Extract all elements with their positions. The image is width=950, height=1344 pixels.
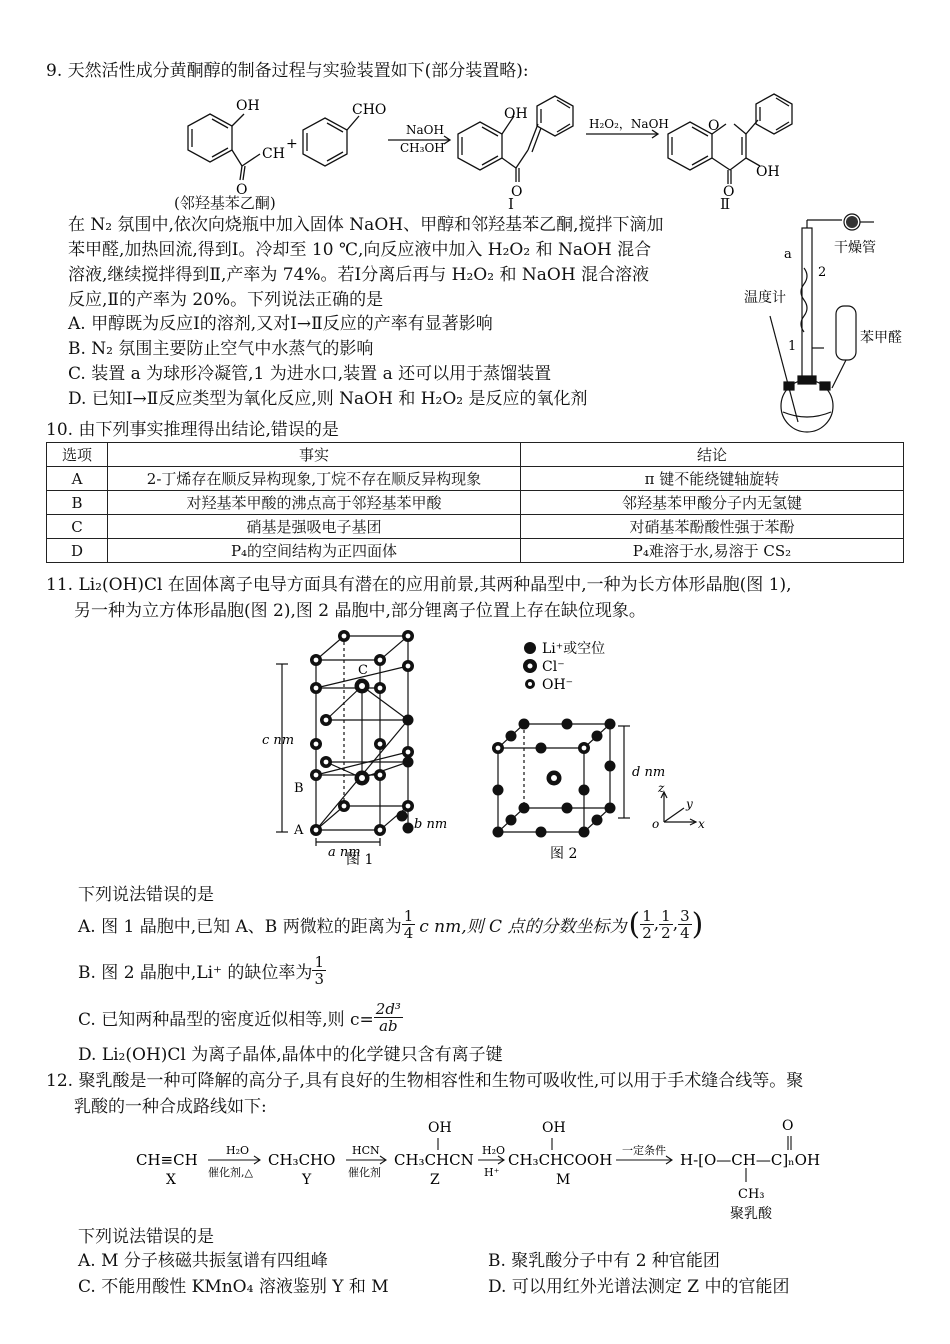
table-row bbox=[47, 539, 904, 563]
q9-roman-2: Ⅱ bbox=[720, 195, 731, 213]
q12-x-label: X bbox=[166, 1172, 176, 1188]
q12-poly-ch3: CH₃ bbox=[738, 1187, 765, 1202]
q12-y-formula: CH₃CHO bbox=[268, 1151, 336, 1169]
q12-poly-label: 聚乳酸 bbox=[730, 1206, 772, 1222]
q11-axis-x: x bbox=[698, 817, 705, 831]
q12-reagent3-top: H₂O bbox=[482, 1144, 506, 1157]
q9-benzaldehyde-label: 苯甲醛 bbox=[860, 330, 902, 346]
q9-apparatus-a: a bbox=[784, 247, 792, 262]
fraction: $\frac{1}{2}$ bbox=[661, 906, 671, 942]
q9-para-line: 反应,Ⅱ的产率为 20%。下列说法正确的是 bbox=[68, 290, 384, 310]
q9-reagent1-top: NaOH bbox=[406, 123, 444, 137]
q12-reagent2-bottom: 催化剂 bbox=[348, 1166, 381, 1179]
q11-point-b: B bbox=[294, 781, 304, 796]
li-particle bbox=[493, 827, 504, 838]
table-cell: 邻羟基苯甲酸分子内无氢键 bbox=[521, 491, 904, 515]
q9-thermometer-label: 温度计 bbox=[744, 290, 786, 306]
q11-axis-origin: o bbox=[652, 817, 660, 831]
q9-oh-label: OH bbox=[236, 98, 260, 114]
q12-m-formula: CH₃CHCOOH bbox=[508, 1151, 613, 1169]
table-cell: 2-丁烯存在顺反异构现象,丁烷不存在顺反异构现象 bbox=[108, 467, 521, 491]
q9-oh3-label: OH bbox=[756, 164, 780, 180]
paren: ) bbox=[691, 906, 704, 942]
q11-option-b bbox=[78, 954, 326, 986]
table-header: 结论 bbox=[521, 443, 904, 467]
q9-option-b: B. N₂ 氛围主要防止空气中水蒸气的影响 bbox=[68, 339, 374, 359]
table-cell: π 键不能绕键轴旋转 bbox=[521, 467, 904, 491]
q9-paragraph bbox=[68, 213, 663, 313]
paren: ( bbox=[628, 906, 641, 942]
q9-carbonyl-o-label: O bbox=[723, 184, 735, 200]
q12-question: 下列说法错误的是 bbox=[78, 1227, 214, 1247]
fraction: $\frac{3}{4}$ bbox=[680, 906, 690, 942]
oh-particle-hole bbox=[314, 686, 319, 691]
q11-legend-oh: OH⁻ bbox=[542, 677, 574, 693]
oh-particle-hole bbox=[378, 773, 383, 778]
q9-ring-o-label: O bbox=[708, 118, 720, 134]
table-row bbox=[47, 515, 904, 539]
q12-z-formula: CH₃CHCN bbox=[394, 1151, 474, 1169]
q9-o-label: O bbox=[236, 182, 248, 198]
q12-m-oh: OH bbox=[542, 1120, 566, 1136]
cl-particle-hole bbox=[359, 683, 365, 689]
q12-stem-line1: 12. 聚乳酸是一种可降解的高分子,具有良好的生物相容性和生物可吸收性,可以用于手术缝合线等。聚 bbox=[46, 1071, 804, 1091]
q11-option-a-text2: c nm,则 C 点的分数坐标为 bbox=[419, 916, 627, 937]
q9-stem: 9. 天然活性成分黄酮醇的制备过程与实验装置如下(部分装置略): bbox=[46, 61, 529, 81]
li-particle bbox=[506, 731, 517, 742]
oh-particle-hole bbox=[314, 828, 319, 833]
table-cell: P₄难溶于水,易溶于 CS₂ bbox=[521, 539, 904, 563]
li-particle bbox=[592, 731, 603, 742]
q11-option-c bbox=[78, 1000, 403, 1034]
fraction: $\frac{\text{2d³}}{ab}$ bbox=[375, 999, 401, 1035]
q12-polylactic-formula: H-[O—CH—C]ₙOH bbox=[680, 1151, 821, 1169]
q9-cho-label: CHO bbox=[352, 102, 387, 118]
q11-figure-1-caption: 图 1 bbox=[346, 852, 374, 868]
oh-particle-hole bbox=[378, 742, 383, 747]
oh-particle-hole bbox=[324, 760, 329, 765]
q12-z-label: Z bbox=[430, 1172, 440, 1188]
oh-particle-hole bbox=[342, 634, 347, 639]
q9-plus-label: + bbox=[286, 136, 298, 152]
q12-x-formula: CH≡CH bbox=[136, 1151, 198, 1169]
q9-para-line: 苯甲醛,加热回流,得到Ⅰ。冷却至 10 ℃,向反应液中加入 H₂O₂ 和 NaOH 混合 bbox=[68, 240, 652, 260]
q12-poly-o: O bbox=[782, 1118, 794, 1134]
q11-figure-1 bbox=[262, 620, 472, 870]
q11-d-dimension: d nm bbox=[632, 765, 666, 780]
q9-options bbox=[68, 312, 588, 412]
table-cell: B bbox=[47, 491, 108, 515]
q11-figure-2-caption: 图 2 bbox=[550, 846, 578, 862]
q12-reagent4-top: 一定条件 bbox=[622, 1144, 666, 1157]
q9-option-c: C. 装置 a 为球形冷凝管,1 为进水口,装置 a 还可以用于蒸馏装置 bbox=[68, 364, 552, 384]
q9-roman-1: Ⅰ bbox=[508, 195, 514, 213]
fraction: $\frac{1}{4}$ bbox=[403, 906, 414, 942]
q12-reagent1-bottom: 催化剂,△ bbox=[208, 1166, 253, 1179]
q9-dryer-label: 干燥管 bbox=[834, 240, 876, 256]
table-cell: 硝基是强吸电子基团 bbox=[108, 515, 521, 539]
q9-ch3-label: CH bbox=[262, 146, 285, 162]
q12-option-c: C. 不能用酸性 KMnO₄ 溶液鉴别 Y 和 M bbox=[78, 1277, 389, 1297]
fraction: $\frac{1}{3}$ bbox=[314, 952, 324, 988]
li-particle bbox=[403, 823, 414, 834]
li-particle bbox=[519, 719, 530, 730]
q11-a-dimension: a nm bbox=[328, 845, 361, 860]
q11-stem-line2: 另一种为立方体形晶胞(图 2),图 2 晶胞中,部分锂离子位置上存在缺位现象。 bbox=[74, 601, 646, 621]
q11-option-a-text: A. 图 1 晶胞中,已知 A、B 两微粒的距离为 bbox=[78, 916, 402, 937]
table-cell: D bbox=[47, 539, 108, 563]
oh-particle-hole bbox=[314, 742, 319, 747]
oh-particle-hole bbox=[406, 750, 411, 755]
li-particle bbox=[403, 757, 414, 768]
q10-table bbox=[46, 442, 904, 563]
table-row bbox=[47, 467, 904, 491]
q12-m-label: M bbox=[556, 1172, 571, 1188]
oh-particle-hole bbox=[378, 658, 383, 663]
q11-axis-y: y bbox=[686, 797, 693, 811]
q12-option-d: D. 可以用红外光谱法测定 Z 中的官能团 bbox=[488, 1277, 790, 1297]
q9-oh2-label: OH bbox=[504, 106, 528, 122]
q12-option-a: A. M 分子核磁共振氢谱有四组峰 bbox=[78, 1251, 328, 1271]
oh-particle-hole bbox=[378, 686, 383, 691]
q12-reagent1-top: H₂O bbox=[226, 1144, 250, 1157]
li-particle bbox=[605, 803, 616, 814]
q9-o2-label: O bbox=[511, 184, 523, 200]
q9-reagent2-top: H₂O₂，NaOH bbox=[589, 117, 669, 131]
li-particle bbox=[605, 719, 616, 730]
q11-legend-cl: Cl⁻ bbox=[542, 659, 565, 675]
q11-figure-2 bbox=[484, 632, 714, 868]
q9-reagent1-bottom: CH₃OH bbox=[400, 141, 445, 155]
table-cell: A bbox=[47, 467, 108, 491]
li-particle bbox=[519, 803, 530, 814]
q10-stem: 10. 由下列事实推理得出结论,错误的是 bbox=[46, 420, 339, 440]
q11-axis-z: z bbox=[658, 781, 665, 795]
table-row bbox=[47, 491, 904, 515]
table-header-row bbox=[47, 443, 904, 467]
q12-reagent3-bottom: H⁺ bbox=[484, 1166, 500, 1179]
table-cell: 对羟基苯甲酸的沸点高于邻羟基苯甲酸 bbox=[108, 491, 521, 515]
table-cell: P₄的空间结构为正四面体 bbox=[108, 539, 521, 563]
q9-option-a: A. 甲醇既为反应Ⅰ的溶剂,又对Ⅰ→Ⅱ反应的产率有显著影响 bbox=[68, 314, 493, 334]
li-particle bbox=[506, 815, 517, 826]
q9-compound-name: (邻羟基苯乙酮) bbox=[174, 194, 276, 212]
q9-para-line: 溶液,继续搅拌得到Ⅱ,产率为 74%。若Ⅰ分离后再与 H₂O₂ 和 NaOH 混合溶液 bbox=[68, 265, 650, 285]
q11-stem-line1: 11. Li₂(OH)Cl 在固体离子电导方面具有潜在的应用前景,其两种晶型中,一种为长方体形晶胞(图 1), bbox=[46, 575, 792, 595]
li-particle bbox=[397, 811, 408, 822]
oh-particle-hole bbox=[582, 746, 587, 751]
oh-particle-hole bbox=[342, 804, 347, 809]
table-header: 事实 bbox=[108, 443, 521, 467]
li-particle bbox=[536, 743, 547, 754]
li-particle bbox=[493, 785, 504, 796]
li-particle bbox=[605, 761, 616, 772]
q11-b-dimension: b nm bbox=[414, 817, 448, 832]
q12-stem-line2: 乳酸的一种合成路线如下: bbox=[74, 1097, 267, 1117]
table-cell: C bbox=[47, 515, 108, 539]
oh-particle-hole bbox=[314, 658, 319, 663]
oh-particle-hole bbox=[406, 804, 411, 809]
li-particle bbox=[579, 827, 590, 838]
li-particle bbox=[592, 815, 603, 826]
q9-para-line: 在 N₂ 氛围中,依次向烧瓶中加入固体 NaOH、甲醇和邻羟基苯乙酮,搅拌下滴加 bbox=[68, 215, 664, 235]
q11-option-d: D. Li₂(OH)Cl 为离子晶体,晶体中的化学键只含有离子键 bbox=[78, 1045, 503, 1065]
q11-c-dimension: c nm bbox=[262, 733, 295, 748]
q11-point-a: A bbox=[294, 823, 304, 838]
q11-point-c: C bbox=[358, 663, 368, 678]
q12-reagent2-top: HCN bbox=[352, 1144, 380, 1157]
oh-particle-hole bbox=[324, 718, 329, 723]
fraction: $\frac{1}{2}$ bbox=[642, 906, 652, 942]
q11-question: 下列说法错误的是 bbox=[78, 885, 214, 905]
q12-z-oh: OH bbox=[428, 1120, 452, 1136]
oh-particle-hole bbox=[406, 664, 411, 669]
li-particle bbox=[536, 827, 547, 838]
li-particle bbox=[562, 803, 573, 814]
q9-apparatus-2: 2 bbox=[818, 265, 827, 280]
q11-option-a: A. 图 1 晶胞中,已知 A、B 两微粒的距离为 $\frac{1}{4}$ c nm,则 C 点的分数坐标为 ( $\frac{1}{2}$ , $\frac{1}{2}$ , $\frac{3}{4}$ ) bbox=[78, 906, 704, 942]
table-cell: 对硝基苯酚酸性强于苯酚 bbox=[521, 515, 904, 539]
q11-option-c-text: C. 已知两种晶型的密度近似相等,则 c= bbox=[78, 1009, 374, 1030]
q12-synthesis-route bbox=[132, 1116, 852, 1226]
table-header: 选项 bbox=[47, 443, 108, 467]
oh-particle-hole bbox=[314, 773, 319, 778]
cl-particle-hole bbox=[359, 775, 365, 781]
q9-apparatus-figure bbox=[740, 208, 910, 436]
cl-particle-hole bbox=[551, 775, 557, 781]
q12-option-b: B. 聚乳酸分子中有 2 种官能团 bbox=[488, 1251, 720, 1271]
q9-apparatus-1: 1 bbox=[788, 339, 797, 354]
oh-particle-hole bbox=[378, 828, 383, 833]
li-particle bbox=[579, 785, 590, 796]
li-particle bbox=[562, 719, 573, 730]
q12-y-label: Y bbox=[302, 1172, 312, 1188]
q11-legend-li: Li⁺或空位 bbox=[542, 641, 606, 657]
oh-particle-hole bbox=[496, 746, 501, 751]
oh-particle-hole bbox=[406, 634, 411, 639]
q11-option-b-text: B. 图 2 晶胞中,Li⁺ 的缺位率为 bbox=[78, 962, 313, 983]
li-particle bbox=[403, 715, 414, 726]
q9-option-d: D. 已知Ⅰ→Ⅱ反应类型为氧化反应,则 NaOH 和 H₂O₂ 是反应的氧化剂 bbox=[68, 389, 588, 409]
